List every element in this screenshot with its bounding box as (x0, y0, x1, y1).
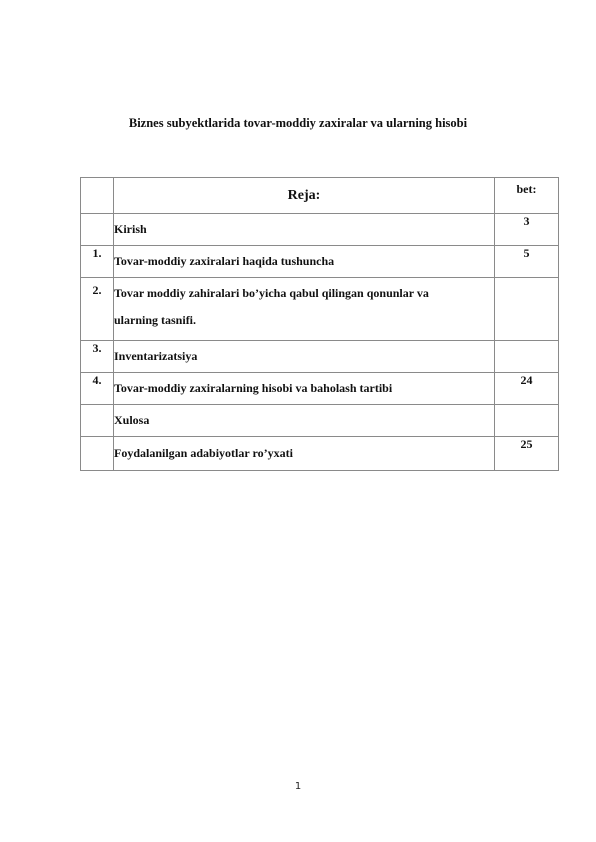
row-page: 3 (495, 214, 559, 246)
row-num (81, 437, 114, 471)
row-topic-line: Tovar moddiy zahiralari bo’yicha qabul qilingan qonunlar va (114, 286, 429, 300)
row-num: 4. (81, 373, 114, 405)
table-header-row (81, 178, 559, 214)
table-row (81, 278, 559, 341)
row-topic: Tovar-moddiy zaxiralarning hisobi va baholash tartibi (114, 373, 495, 405)
row-topic: Xulosa (114, 405, 495, 437)
row-num: 3. (81, 341, 114, 373)
table-row (81, 437, 559, 471)
row-num (81, 214, 114, 246)
row-page: 25 (495, 437, 559, 471)
table-row (81, 341, 559, 373)
page-number: 1 (294, 781, 302, 792)
row-topic: Inventarizatsiya (114, 341, 495, 373)
row-page: 24 (495, 373, 559, 405)
row-page (495, 278, 559, 341)
header-topic-cell: Reja: (114, 178, 495, 214)
document-title: Biznes subyektlarida tovar-moddiy zaxiralar va ularning hisobi (128, 116, 468, 130)
row-topic: Kirish (114, 214, 495, 246)
row-page (495, 341, 559, 373)
row-num: 1. (81, 246, 114, 278)
row-topic (114, 278, 495, 341)
table-row (81, 405, 559, 437)
row-topic-line: ularning tasnifi. (114, 313, 197, 327)
row-page (495, 405, 559, 437)
table-row (81, 214, 559, 246)
header-page-cell: bet: (495, 178, 559, 214)
row-num (81, 405, 114, 437)
row-topic: Foydalanilgan adabiyotlar ro’yxati (114, 437, 495, 471)
row-topic: Tovar-moddiy zaxiralari haqida tushuncha (114, 246, 495, 278)
table-row (81, 246, 559, 278)
row-page: 5 (495, 246, 559, 278)
row-num: 2. (81, 278, 114, 341)
table-row (81, 373, 559, 405)
header-num-cell (81, 178, 114, 214)
plan-table (80, 177, 559, 471)
